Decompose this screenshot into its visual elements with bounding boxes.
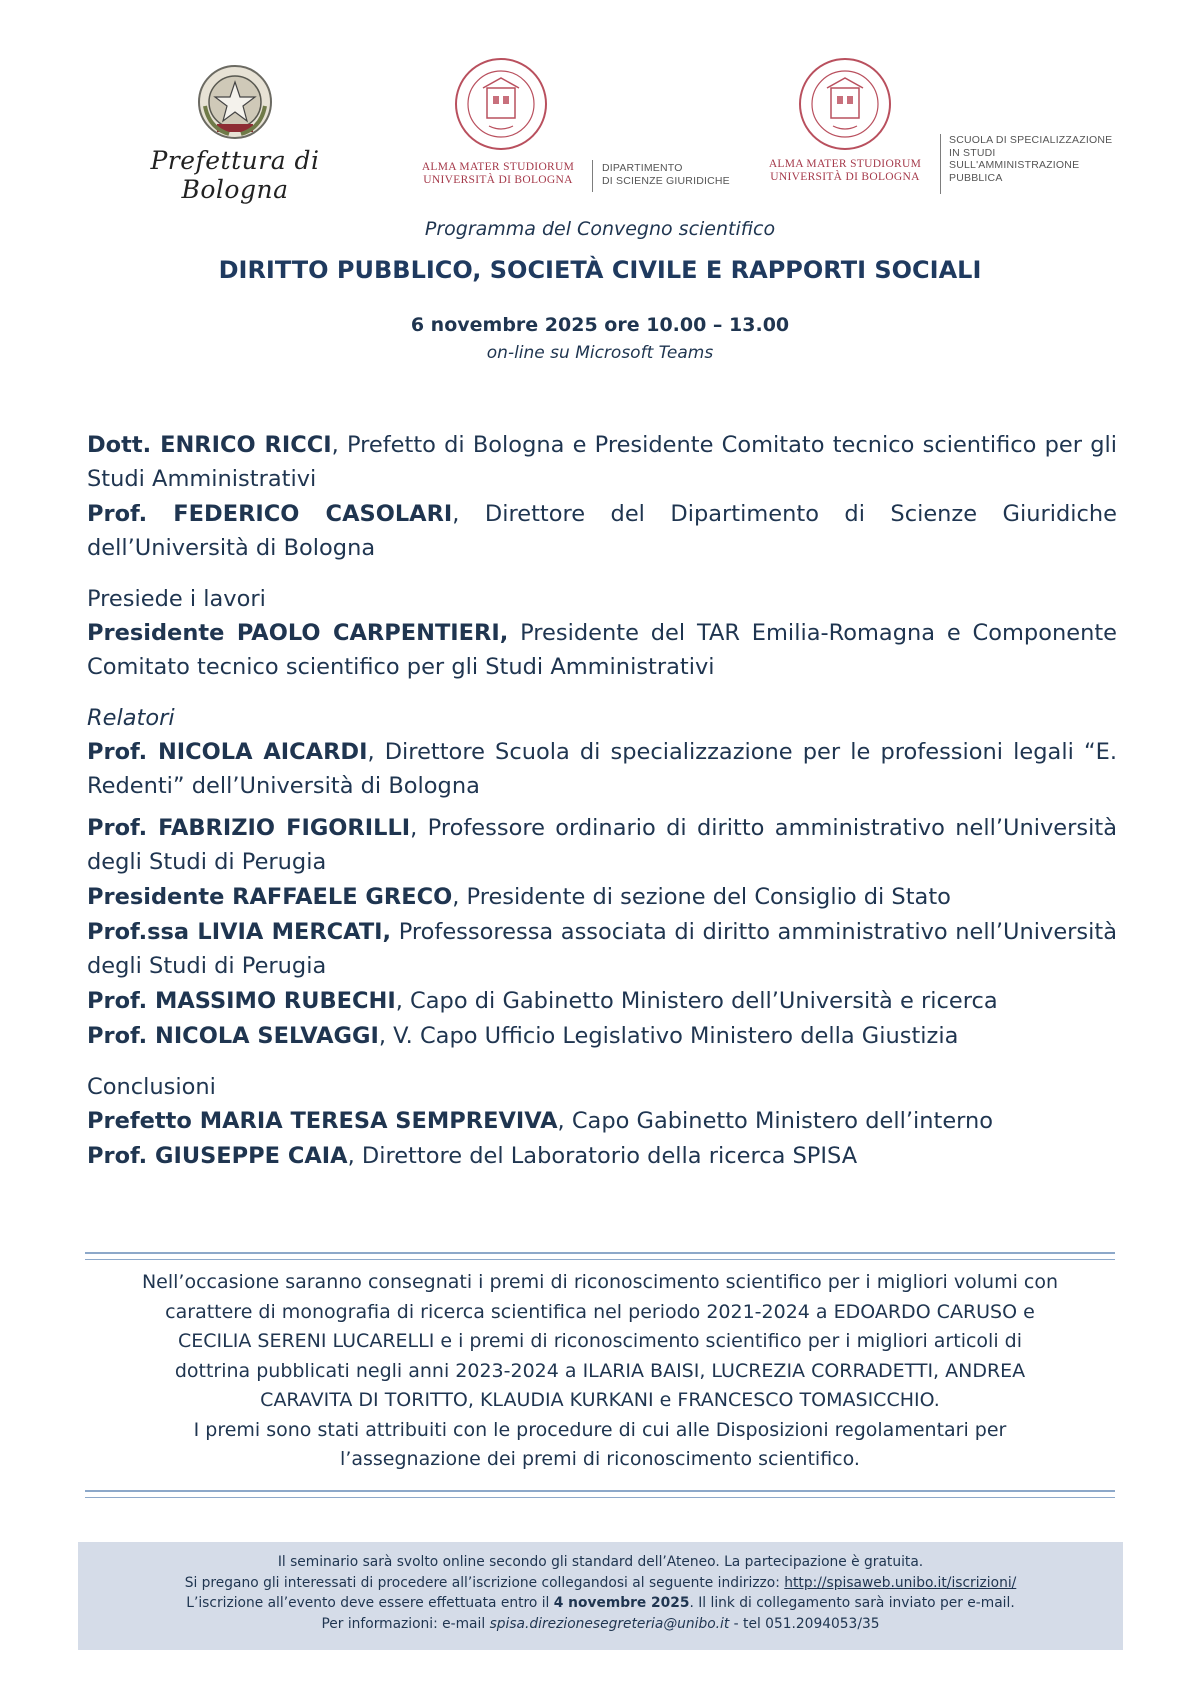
conference-venue: on-line su Microsoft Teams (486, 343, 714, 363)
conclusions-label: Conclusioni (87, 1074, 216, 1100)
chair-entry (87, 616, 1117, 684)
unibo-dsg-logo (410, 56, 740, 196)
speaker-entry (87, 1019, 1117, 1053)
chair-label: Presiede i lavori (87, 586, 266, 612)
conference-title: DIRITTO PUBBLICO, SOCIETÀ CIVILE E RAPPORTI SOCIALI (218, 256, 982, 284)
alma-mater-text (410, 161, 586, 187)
footer-line (78, 1593, 1123, 1614)
unibo-spisa-logo (757, 56, 1137, 196)
awards-notice (95, 1268, 1105, 1475)
speaker-name: Prof.ssa LIVIA MERCATI, (87, 919, 392, 945)
registration-link[interactable]: http://spisaweb.unibo.it/iscrizioni/ (784, 1574, 1017, 1591)
registration-info-box (78, 1542, 1123, 1650)
awards-line: Nell’occasione saranno consegnati i premi di riconoscimento scientifico per i migliori volumi con (141, 1271, 1059, 1293)
awards-line: l’assegnazione dei premi di riconoscimento scientifico. (340, 1448, 860, 1470)
program-intro: Programma del Convegno scientifico (424, 218, 776, 240)
speaker-role: , Capo Gabinetto Ministero dell’interno (557, 1108, 994, 1134)
footer-line: Il seminario sarà svolto online secondo gli standard dell’Ateneo. La partecipazione è gratuita. (277, 1554, 924, 1570)
speaker-name: Prof. NICOLA AICARDI (87, 739, 368, 765)
alma-mater-seal-icon (453, 56, 549, 152)
speaker-entry (87, 735, 1117, 803)
logo-divider (592, 160, 593, 192)
speaker-entry (87, 984, 1117, 1018)
school-name (949, 134, 1139, 184)
awards-bottom-rule (85, 1490, 1115, 1498)
greeting-entry (87, 497, 1117, 565)
footer-line (78, 1573, 1123, 1594)
alma-line: ALMA MATER STUDIORUM (421, 161, 575, 173)
dept-line: IN STUDI (949, 146, 996, 159)
footer-text: . Il link di collegamento sarà inviato per e-mail. (689, 1595, 1015, 1611)
speaker-role: , Direttore del Dipartimento di Scienze Giuridiche dell’Università di Bologna (87, 501, 1117, 561)
department-name (602, 162, 752, 187)
conclusion-entry (87, 1139, 1117, 1173)
speaker-name: Presidente RAFFAELE GRECO (87, 884, 453, 910)
speaker-name: Prof. FABRIZIO FIGORILLI (87, 815, 411, 841)
footer-text: Per informazioni: e-mail (321, 1615, 490, 1632)
speaker-role: , Presidente di sezione del Consiglio di Stato (452, 884, 951, 910)
speaker-role: , Direttore Scuola di specializzazione per le professioni legali “E. Redenti” dell’Università di Bologna (87, 739, 1117, 799)
speaker-role: Professoressa associata di diritto amministrativo nell’Università degli Studi di Perugia (87, 919, 1117, 979)
prefettura-logo (110, 62, 360, 204)
awards-line: carattere di monografia di ricerca scientifica nel periodo 2021-2024 a EDOARDO CARUSO e (165, 1300, 1035, 1323)
dept-line: SCUOLA DI SPECIALIZZAZIONE (949, 134, 1113, 146)
speaker-role: , Direttore del Laboratorio della ricerca SPISA (347, 1143, 858, 1169)
footer-text: Si pregano gli interessati di procedere all’iscrizione collegandosi al seguente indirizzo: (184, 1574, 785, 1591)
speaker-name: Dott. ENRICO RICCI (87, 432, 332, 458)
speaker-role: , V. Capo Ufficio Legislativo Ministero della Giustizia (378, 1023, 959, 1049)
program-list (87, 428, 1117, 1174)
alma-line: UNIVERSITÀ DI BOLOGNA (770, 171, 920, 183)
registration-deadline: 4 novembre 2025 (553, 1595, 690, 1611)
awards-line: CECILIA SERENI LUCARELLI e i premi di riconoscimento scientifico per i migliori articoli di (178, 1330, 1022, 1352)
dept-line: DIPARTIMENTO (602, 162, 683, 174)
speaker-entry (87, 880, 1117, 914)
dept-line: SULL'AMMINISTRAZIONE (949, 159, 1080, 171)
speaker-name: Prof. GIUSEPPE CAIA (87, 1143, 348, 1169)
speakers-label: Relatori (87, 705, 175, 731)
alma-mater-text (757, 158, 933, 184)
speaker-name: Prof. FEDERICO CASOLARI (87, 501, 453, 527)
dept-line: PUBBLICA (949, 171, 1003, 184)
speaker-name: Prof. NICOLA SELVAGGI (87, 1023, 379, 1049)
awards-line: CARAVITA DI TORITTO, KLAUDIA KURKANI e FRANCESCO TOMASICCHIO. (260, 1389, 940, 1411)
italian-republic-emblem-icon (195, 62, 275, 142)
alma-mater-seal-icon (797, 56, 893, 152)
speaker-role: , Prefetto di Bologna e Presidente Comitato tecnico scientifico per gli Studi Amministrativi (87, 432, 1117, 492)
alma-line: ALMA MATER STUDIORUM (768, 158, 922, 170)
speaker-role: Presidente del TAR Emilia-Romagna e Componente Comitato tecnico scientifico per gli Studi Amministrativi (87, 620, 1117, 680)
greeting-entry (87, 428, 1117, 496)
speaker-name: Prof. MASSIMO RUBECHI (87, 988, 396, 1014)
speaker-role: , Capo di Gabinetto Ministero dell’Università e ricerca (395, 988, 998, 1014)
speaker-role: , Professore ordinario di diritto amministrativo nell’Università degli Studi di Perugia (87, 815, 1117, 875)
speaker-entry (87, 915, 1117, 983)
contact-email-link[interactable]: spisa.direzionesegreteria@unibo.it (489, 1615, 730, 1632)
conclusion-entry (87, 1104, 1117, 1138)
footer-line (78, 1614, 1123, 1635)
awards-line: dottrina pubblicati negli anni 2023-2024 a ILARIA BAISI, LUCREZIA CORRADETTI, ANDREA (174, 1359, 1026, 1382)
speaker-entry (87, 811, 1117, 879)
prefettura-caption: Prefettura di Bologna (150, 146, 320, 204)
conference-date: 6 novembre 2025 ore 10.00 – 13.00 (410, 314, 790, 336)
footer-text: L’iscrizione all’evento deve essere effettuata entro il (186, 1595, 554, 1611)
dept-line: DI SCIENZE GIURIDICHE (602, 174, 730, 187)
footer-text: - tel 051.2094053/35 (729, 1615, 880, 1632)
awards-line: I premi sono stati attribuiti con le procedure di cui alle Disposizioni regolamentari per (193, 1418, 1007, 1441)
speaker-name: Prefetto MARIA TERESA SEMPREVIVA (87, 1108, 558, 1134)
logo-divider (940, 134, 941, 194)
awards-top-rule (85, 1252, 1115, 1260)
speaker-name: Presidente PAOLO CARPENTIERI, (87, 620, 509, 646)
alma-line: UNIVERSITÀ DI BOLOGNA (423, 174, 573, 186)
